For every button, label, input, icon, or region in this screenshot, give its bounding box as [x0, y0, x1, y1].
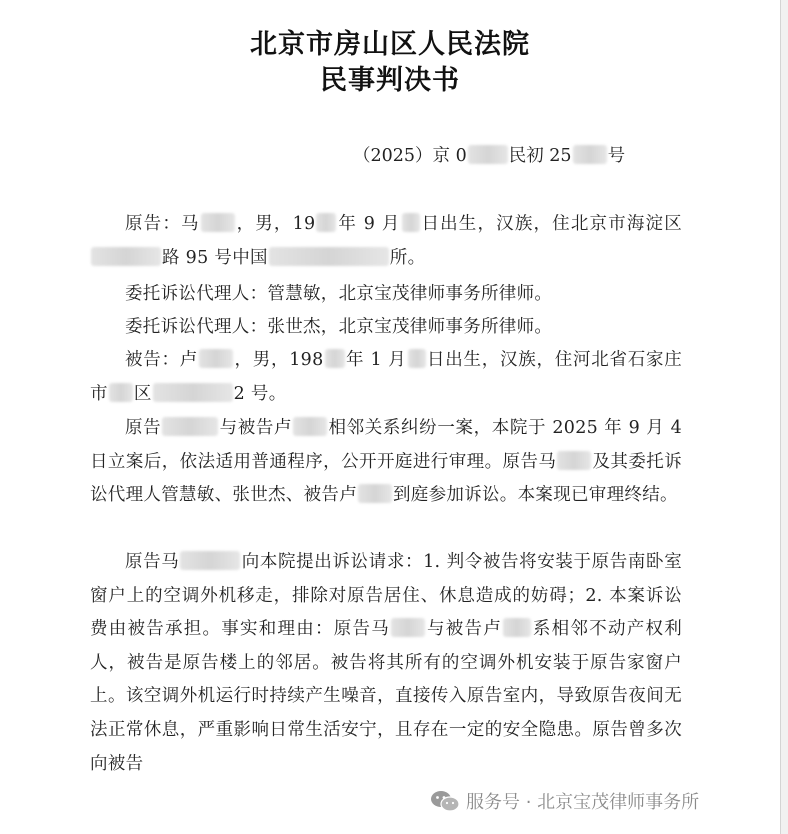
redaction: [201, 213, 235, 232]
watermark: [430, 788, 699, 814]
redaction: [109, 383, 133, 402]
redaction: [573, 145, 607, 164]
redaction: [557, 451, 591, 470]
redaction: [391, 618, 425, 637]
document-type: 民事判决书: [320, 65, 460, 96]
wechat-icon: [430, 789, 460, 813]
redaction: [91, 247, 161, 266]
plaintiff-paragraph: 原告：马 ，男，19 年 9 月 日出生，汉族，住北京市海淀区路 95 号中国 所。: [90, 208, 682, 275]
redaction: [402, 213, 420, 232]
agent-paragraph-2: 委托诉讼代理人：张世杰，北京宝茂律师事务所律师。: [125, 317, 553, 337]
redaction: [468, 145, 508, 164]
watermark-text: 服务号 · 北京宝茂律师事务所: [466, 792, 700, 813]
redaction: [293, 417, 327, 436]
redaction: [199, 349, 233, 368]
court-name: 北京市房山区人民法院: [250, 29, 530, 60]
redaction: [153, 383, 233, 402]
agent-paragraph-1: 委托诉讼代理人：管慧敏，北京宝茂律师事务所律师。: [125, 284, 553, 304]
redaction: [162, 417, 218, 436]
case-intro-paragraph: 原告 与被告卢 相邻关系纠纷一案，本院于 2025 年 9 月 4 日立案后，依法适用普通程序，公开开庭进行审理。原告马 及其委托诉讼代理人管慧敏、张世杰、被告卢 到庭参加诉讼。本案现已审理终结。: [90, 418, 683, 506]
redaction: [503, 618, 531, 637]
redaction: [408, 349, 426, 368]
redaction: [316, 213, 336, 232]
defendant-paragraph: 被告：卢 ，男，198 年 1 月 日出生，汉族，住河北省石家庄市 区 2 号。: [90, 350, 683, 404]
redaction: [358, 484, 392, 503]
case-number: （2025）京 0 民初 25 号: [353, 146, 626, 166]
redaction: [180, 551, 240, 570]
redaction: [325, 349, 345, 368]
redaction: [269, 247, 389, 266]
claims-paragraph: 原告马 向本院提出诉讼请求：1. 判令被告将安装于原告南卧室窗户上的空调外机移走，排除对原告居住、休息造成的妨碍；2. 本案诉讼费由被告承担。事实和理由：原告马 与被告卢 系相邻不动产权利人，被告是原告楼上的邻居。被告将其所有的空调外机安装于原告家窗户上。该空调外机运行时持续产生噪音，直接传入原告室内，导致原告夜间无法正常休息，严重影响日常生活安宁，且存在一定的安全隐患。原告曾多次向被告: [90, 552, 682, 774]
